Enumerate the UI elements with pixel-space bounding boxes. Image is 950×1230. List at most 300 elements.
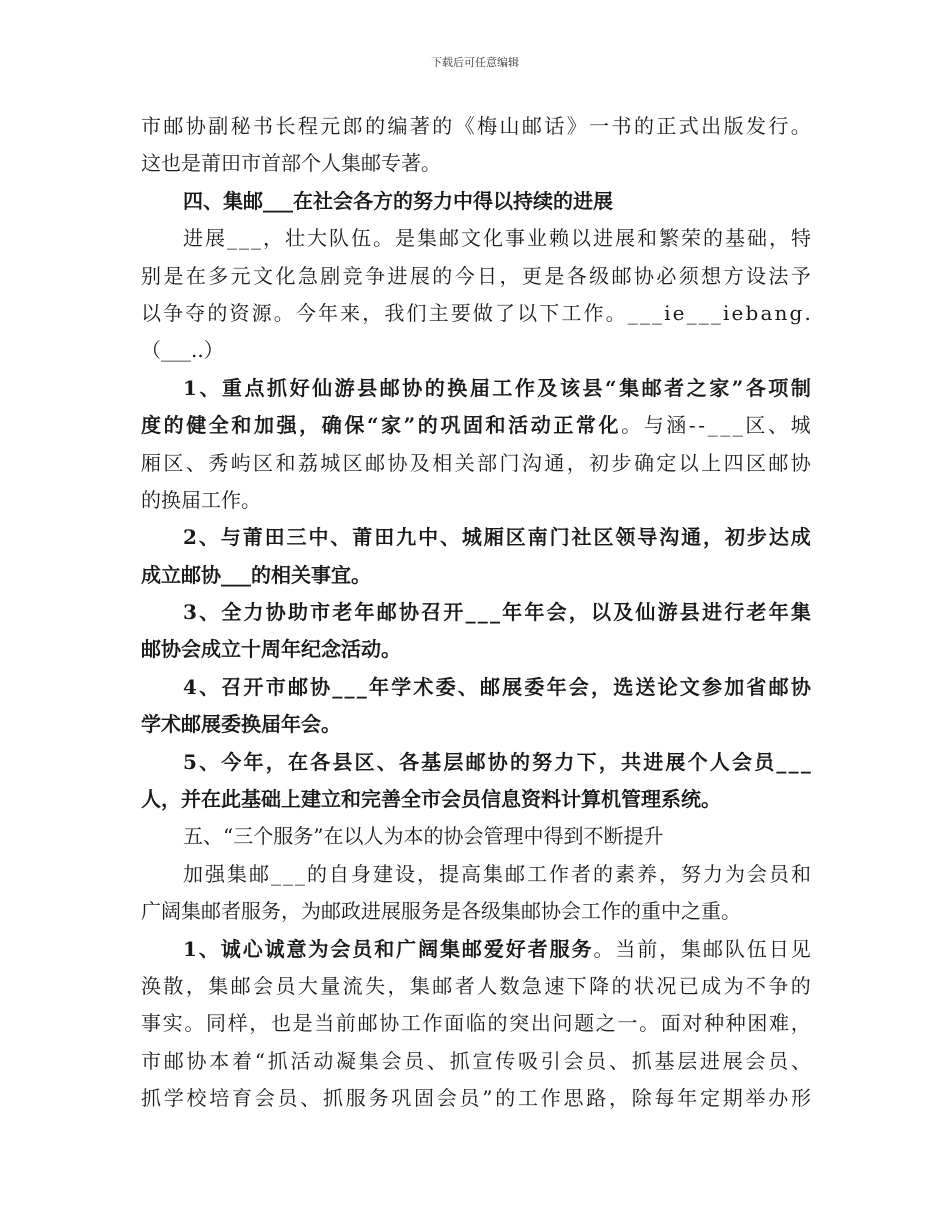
text-char: 委 [524, 674, 545, 699]
text-char: 集 [417, 226, 437, 251]
text-char: 城 [320, 450, 341, 475]
text-char: 荔 [297, 450, 318, 475]
text-char: 抓 [141, 1086, 161, 1111]
text-char: ， [703, 525, 724, 550]
text-char: 政 [341, 899, 361, 924]
text-char: 立 [221, 637, 241, 662]
text-char: 及 [537, 375, 558, 400]
text-char: 抓 [631, 1048, 652, 1073]
text-char: 游 [657, 600, 678, 625]
text-char: 化 [598, 413, 619, 438]
text-char: 力 [243, 600, 264, 625]
text-char: 邮 [365, 450, 386, 475]
text-char: 协 [633, 263, 654, 288]
text-char: 理 [641, 787, 661, 812]
text-char: _ [776, 749, 787, 774]
text-char: 员 [352, 936, 373, 961]
text-char: 大 [297, 973, 318, 998]
text-char: 别 [141, 263, 161, 288]
text-char: 法 [768, 263, 789, 288]
text-char: 的 [141, 487, 161, 512]
text-char: 、 [767, 413, 788, 438]
text-char: 思 [563, 1086, 584, 1111]
text-char: 问 [552, 1011, 573, 1036]
text-char: 急 [297, 263, 318, 288]
text-char: 学 [163, 1086, 184, 1111]
text-char: 续 [533, 188, 553, 213]
text-char: 年 [354, 600, 375, 625]
text-char: 础 [747, 226, 767, 251]
text-char: 在 [185, 263, 206, 288]
text-char: 更 [521, 263, 542, 288]
text-char: 和 [275, 450, 296, 475]
text-char: 力 [433, 188, 453, 213]
text-char: a [760, 300, 773, 325]
text-char: 邮 [243, 188, 263, 213]
text-char: 邮 [376, 600, 397, 625]
text-char: 集 [619, 375, 640, 400]
text-char: 前 [335, 1011, 356, 1036]
text-char: 定 [656, 450, 677, 475]
text-char: 年 [243, 749, 264, 774]
text-char: 诚 [264, 936, 285, 961]
text-char: 邮 [521, 899, 541, 924]
text-char: ， [265, 749, 286, 774]
text-char: 田 [374, 525, 395, 550]
text-char: e [731, 300, 744, 325]
text-char: 长 [275, 114, 296, 138]
text-char: 的 [633, 114, 654, 138]
text-char: 之 [595, 1011, 616, 1036]
text-char: 努 [413, 188, 433, 213]
text-char: _ [231, 562, 241, 587]
text-char: 部 [477, 450, 498, 475]
text-char: 社 [313, 188, 333, 213]
text-char: 日 [768, 936, 789, 961]
text-char: 见 [790, 936, 811, 961]
text-char: 要 [450, 300, 471, 325]
text-char: 活 [508, 413, 529, 438]
text-char: 并 [181, 787, 201, 812]
text-line [141, 594, 811, 631]
text-char: 会 [563, 1048, 584, 1073]
text-char: 术 [413, 674, 434, 699]
text-char: 培 [209, 1086, 230, 1111]
text-char: ， [566, 450, 587, 475]
text-char: 重 [641, 899, 661, 924]
text-char: 话 [544, 114, 565, 138]
text-char: 、 [457, 674, 478, 699]
text-char: 也 [161, 151, 181, 176]
text-char: 工 [201, 487, 221, 512]
text-char: 的 [163, 413, 184, 438]
text-line [141, 295, 811, 332]
text-char: 同 [205, 1011, 226, 1036]
text-char: 与 [643, 413, 664, 438]
text-char: 年 [524, 600, 545, 625]
text-line [141, 108, 811, 145]
text-char: 集 [681, 936, 702, 961]
text-char: 县 [332, 749, 353, 774]
text-char: 专 [381, 151, 401, 176]
text-char: 。 [701, 787, 721, 812]
text-char: 3 [183, 600, 197, 625]
text-char: 市 [265, 674, 286, 699]
text-char: 全 [221, 600, 242, 625]
text-char: 、 [199, 375, 220, 400]
text-char: 着 [232, 1048, 252, 1073]
text-char: 是 [163, 263, 184, 288]
text-char: 1 [183, 375, 197, 400]
text-char: 量 [320, 973, 341, 998]
text-char: “ [366, 413, 379, 438]
text-char: 区 [342, 450, 363, 475]
text-char: ， [417, 861, 437, 886]
text-char: 年 [546, 674, 567, 699]
text-char: 。 [790, 114, 811, 138]
text-char: 协 [387, 450, 408, 475]
text-char: 育 [232, 1086, 252, 1111]
text-char: 散 [163, 973, 184, 998]
text-char: 郎 [342, 114, 363, 138]
text-char: 服 [273, 824, 294, 849]
text-char: 下 [576, 749, 597, 774]
text-char: 的 [553, 188, 573, 213]
text-char: 的 [417, 413, 438, 438]
text-char: 予 [790, 263, 811, 288]
text-char: 届 [181, 487, 201, 512]
text-char: 事 [311, 562, 331, 587]
text-char: 资 [521, 787, 541, 812]
text-char: 员 [277, 1086, 298, 1111]
text-char: 邮 [249, 861, 269, 886]
text-char: 剧 [320, 263, 341, 288]
text-char: 各 [310, 749, 331, 774]
text-char: “ [254, 1048, 265, 1073]
text-char: 省 [746, 674, 767, 699]
text-char: 争 [365, 263, 386, 288]
text-char: 急 [521, 973, 542, 998]
text-char: 。 [321, 712, 341, 737]
text-char: 固 [414, 1086, 434, 1111]
text-char: 会 [546, 600, 567, 625]
text-char: 一 [617, 1011, 638, 1036]
text-char: 纪 [301, 637, 321, 662]
text-char: 、 [439, 525, 460, 550]
text-char: . [197, 338, 204, 363]
text-char: 一 [589, 114, 610, 138]
text-char: 协 [186, 1048, 207, 1073]
text-char: 游 [334, 375, 355, 400]
text-char: 会 [381, 1048, 402, 1073]
text-char: 提 [439, 861, 459, 886]
text-char: 办 [768, 1086, 789, 1111]
text-char: 者 [664, 375, 685, 400]
text-char: 协 [487, 749, 508, 774]
text-char: 素 [615, 861, 635, 886]
text-char: 。 [373, 226, 393, 251]
text-char: 作 [549, 861, 569, 886]
text-char: 会 [747, 861, 767, 886]
text-char: 届 [261, 712, 281, 737]
text-line [141, 856, 811, 893]
text-char: 邮 [768, 674, 789, 699]
text-char: 邮 [361, 151, 381, 176]
text-char: 中 [523, 824, 544, 849]
text-char: 服 [549, 936, 570, 961]
text-char: 员 [459, 1086, 480, 1111]
text-char: 书 [611, 114, 632, 138]
text-char: ， [769, 226, 789, 251]
text-char: _ [295, 861, 305, 886]
text-char: 重 [701, 899, 721, 924]
text-line [141, 445, 811, 482]
text-char: 区 [745, 450, 766, 475]
text-char: 员 [404, 1048, 425, 1073]
text-char: 之 [681, 899, 701, 924]
text-char: 来 [340, 300, 361, 325]
text-char: 协 [201, 562, 221, 587]
text-char: 展 [615, 226, 635, 251]
text-char: 校 [186, 1086, 207, 1111]
text-char: 面 [660, 1011, 681, 1036]
text-char: 们 [406, 300, 427, 325]
text-char: 。 [273, 300, 294, 325]
text-char: 年 [318, 300, 338, 325]
text-char: 年 [502, 600, 523, 625]
text-char: 换 [447, 375, 468, 400]
text-char: 样 [227, 1011, 248, 1036]
text-char: 种 [725, 1011, 746, 1036]
text-char: _ [251, 226, 261, 251]
text-char: 不 [583, 824, 604, 849]
text-char: 下 [539, 300, 560, 325]
text-char: 会 [333, 188, 353, 213]
text-char: 和 [374, 936, 395, 961]
text-char: 会 [745, 1048, 766, 1073]
text-char: 邮 [521, 114, 542, 138]
text-char: 县 [679, 600, 700, 625]
text-char: 中 [661, 899, 681, 924]
text-char: 以 [343, 824, 364, 849]
text-char: 广 [141, 899, 161, 924]
text-char: 。 [621, 413, 642, 438]
text-char: 展 [205, 226, 225, 251]
text-char: 者 [571, 861, 591, 886]
text-char: 养 [637, 861, 657, 886]
text-char: 为 [301, 899, 321, 924]
text-char: ， [608, 1086, 629, 1111]
text-char: 降 [589, 973, 610, 998]
text-char: 2 [183, 525, 197, 550]
text-char: 算 [581, 787, 601, 812]
text-char: ， [590, 674, 611, 699]
text-char: 邮 [505, 861, 525, 886]
text-char: 的 [307, 861, 327, 886]
text-char: 该 [559, 375, 580, 400]
text-char: 工 [400, 1011, 421, 1036]
text-char: 年 [768, 600, 789, 625]
text-char: ， [263, 226, 283, 251]
text-char: 城 [790, 413, 811, 438]
text-char: 身 [351, 861, 371, 886]
text-char: 关 [454, 450, 475, 475]
text-char: 立 [321, 787, 341, 812]
text-char: 协 [398, 600, 419, 625]
text-char: 努 [681, 861, 701, 886]
text-char: 进 [387, 263, 408, 288]
text-char: 邮 [321, 899, 341, 924]
text-char: 5 [183, 749, 197, 774]
text-char: 会 [441, 787, 461, 812]
text-char: _ [356, 674, 367, 699]
text-char: 区 [253, 450, 274, 475]
text-line [141, 220, 811, 257]
text-char: 夺 [185, 300, 206, 325]
text-char: 中 [418, 525, 439, 550]
text-char: 书 [253, 114, 274, 138]
text-char: 送 [635, 674, 656, 699]
text-char: 协 [310, 674, 331, 699]
text-char: 。 [184, 1011, 205, 1036]
text-char: ， [598, 749, 619, 774]
text-char: 及 [409, 450, 430, 475]
text-char: . [191, 338, 198, 363]
text-char: 实 [162, 1011, 183, 1036]
text-char: 必 [656, 263, 677, 288]
text-char: 集 [483, 861, 503, 886]
text-char: 以 [493, 188, 513, 213]
text-char: 宜 [331, 562, 351, 587]
text-char: 了 [495, 300, 515, 325]
text-char: e [672, 300, 685, 325]
text-char: 的 [621, 899, 641, 924]
text-char: 邮 [479, 674, 500, 699]
text-char: 努 [532, 749, 553, 774]
text-char: 以 [517, 300, 538, 325]
text-char: 的 [611, 973, 632, 998]
text-line [141, 407, 811, 444]
text-char: 事 [141, 1011, 161, 1036]
text-char: 展 [381, 899, 401, 924]
text-char: 文 [253, 263, 274, 288]
text-line [141, 968, 811, 1005]
text-char: _ [707, 413, 718, 438]
text-char: 导 [637, 525, 658, 550]
text-char: 进 [573, 188, 593, 213]
text-char: 员 [461, 787, 481, 812]
text-char: 邮 [163, 114, 184, 138]
text-char: 层 [443, 749, 464, 774]
text-char: 协 [185, 114, 206, 138]
text-char: 五 [183, 824, 203, 849]
text-char: 术 [161, 712, 181, 737]
text-char: 今 [221, 749, 242, 774]
text-char: 队 [329, 226, 349, 251]
text-char: 选 [613, 674, 634, 699]
text-char: 本 [209, 1048, 230, 1073]
text-char: 步 [746, 525, 767, 550]
text-char: 版 [723, 114, 744, 138]
text-char: 作 [540, 1086, 561, 1111]
text-char: 各 [353, 188, 373, 213]
text-char: 会 [330, 936, 351, 961]
text-char: 化 [275, 263, 296, 288]
text-char: 和 [791, 861, 811, 886]
text-char: 阔 [161, 899, 181, 924]
text-char: 协 [790, 674, 811, 699]
text-char: 流 [342, 973, 363, 998]
text-char: 周 [261, 637, 281, 662]
text-char: 、 [790, 1048, 811, 1073]
text-char: 会 [254, 1086, 275, 1111]
text-char: 、 [426, 1048, 447, 1073]
text-char: 的 [432, 263, 453, 288]
text-char: 届 [469, 375, 490, 400]
text-char: 为 [723, 973, 744, 998]
text-char: 作 [422, 1011, 443, 1036]
text-char: 意 [286, 936, 307, 961]
text-char: 资 [229, 300, 250, 325]
text-char: 展 [722, 1048, 743, 1073]
text-char: 年 [281, 712, 301, 737]
text-char: 会 [568, 674, 589, 699]
text-char: 保 [344, 413, 365, 438]
text-char: 。 [593, 936, 614, 961]
text-char: 对 [682, 1011, 703, 1036]
text-char: 题 [574, 1011, 595, 1036]
text-char: 基 [421, 749, 442, 774]
text-char: 展 [409, 263, 430, 288]
text-char: 础 [261, 787, 281, 812]
text-char: 作 [514, 375, 535, 400]
text-char: 屿 [230, 450, 251, 475]
text-char: 换 [161, 487, 181, 512]
text-char: 相 [271, 562, 291, 587]
text-char: 者 [221, 899, 241, 924]
text-char: 邮 [181, 712, 201, 737]
text-char: 源 [251, 300, 272, 325]
text-char: 沟 [521, 450, 542, 475]
text-char: 点 [244, 375, 265, 400]
text-char: 多 [208, 263, 229, 288]
text-char: 老 [746, 600, 767, 625]
text-char: 个 [301, 151, 321, 176]
text-char: 邮 [141, 637, 161, 662]
text-char: 老 [332, 600, 353, 625]
text-char: 城 [461, 525, 482, 550]
text-line [141, 893, 811, 930]
text-char: 荣 [681, 226, 701, 251]
text-char: 莆 [352, 525, 373, 550]
text-char: 进 [702, 600, 722, 625]
text-char: 状 [633, 973, 654, 998]
text-char: 1 [183, 936, 197, 961]
text-char: 特 [791, 226, 811, 251]
text-char: 种 [704, 1011, 725, 1036]
text-char: 服 [345, 1086, 366, 1111]
text-char: 的 [593, 861, 613, 886]
text-char: _ [283, 188, 293, 213]
text-char: 和 [485, 413, 506, 438]
text-char: _ [788, 749, 799, 774]
text-char: _ [332, 674, 343, 699]
text-char: 三 [233, 824, 254, 849]
text-char: 门 [549, 525, 570, 550]
text-char: 基 [241, 787, 261, 812]
text-char: 达 [768, 525, 789, 550]
text-char: 集 [341, 151, 361, 176]
